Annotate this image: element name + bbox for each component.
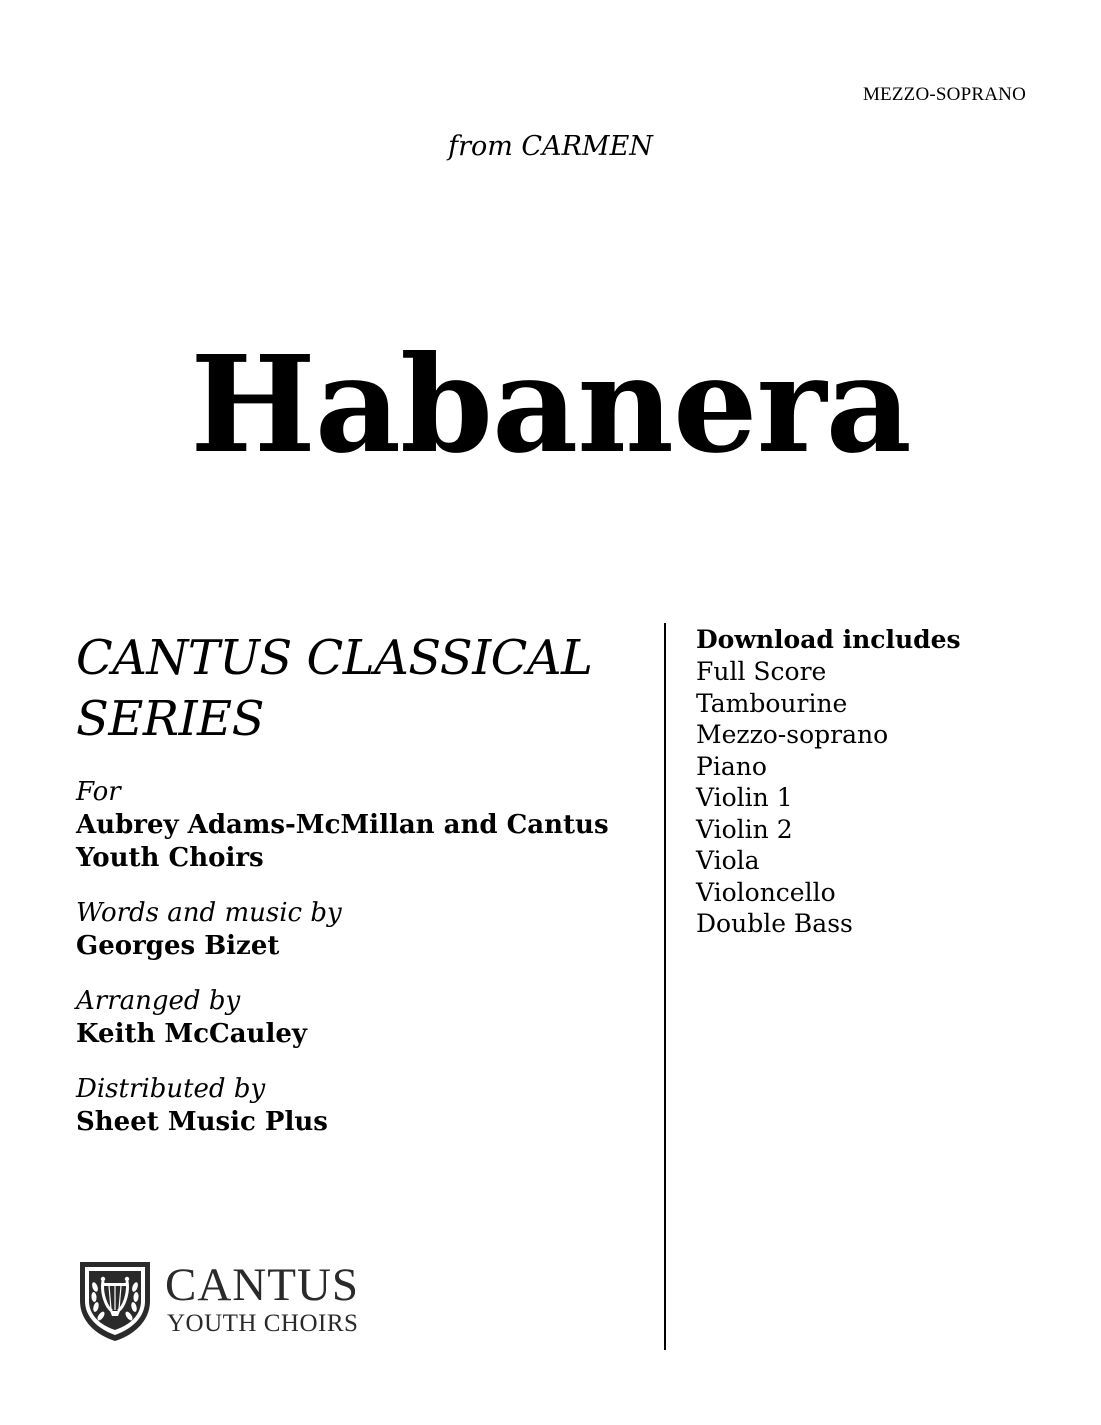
credit-distributor xyxy=(76,1073,646,1139)
column-divider xyxy=(664,623,666,1350)
credit-role: Distributed by xyxy=(76,1074,266,1104)
download-item: Mezzo-soprano xyxy=(696,720,889,749)
credit-arranger xyxy=(76,985,646,1051)
download-item: Double Bass xyxy=(696,909,853,938)
credit-name: Aubrey Adams-McMillan and Cantus Youth Choirs xyxy=(76,810,609,873)
credit-name: Keith McCauley xyxy=(76,1019,307,1049)
credit-name: Sheet Music Plus xyxy=(76,1107,328,1137)
download-item: Violin 1 xyxy=(696,783,793,812)
download-item: Viola xyxy=(696,846,760,875)
download-item: Piano xyxy=(696,751,767,781)
logo-name: CANTUS xyxy=(165,1259,360,1311)
download-heading: Download includes xyxy=(696,625,961,654)
credits-column xyxy=(76,628,646,1161)
logo-subtitle: YOUTH CHOIRS xyxy=(167,1310,359,1337)
lyre-shield-icon xyxy=(76,1259,154,1343)
download-item: Violin 2 xyxy=(696,814,793,844)
download-column xyxy=(696,624,1076,940)
download-item: Tambourine xyxy=(696,688,848,718)
credit-role: Words and music by xyxy=(76,898,342,928)
download-item: Full Score xyxy=(696,657,827,686)
download-item: Violoncello xyxy=(696,877,836,907)
cantus-logo xyxy=(76,1259,386,1343)
part-label: MEZZO-SOPRANO xyxy=(862,84,1026,105)
download-list xyxy=(696,656,1076,940)
series-title: CANTUS CLASSICAL SERIES xyxy=(76,630,593,747)
credit-composer xyxy=(76,897,646,963)
credit-dedication xyxy=(76,776,646,875)
credit-role: For xyxy=(76,777,121,807)
subtitle: from CARMEN xyxy=(448,131,653,162)
credit-name: Georges Bizet xyxy=(76,931,280,961)
credit-role: Arranged by xyxy=(76,986,241,1016)
page-title: Habanera xyxy=(190,327,911,483)
